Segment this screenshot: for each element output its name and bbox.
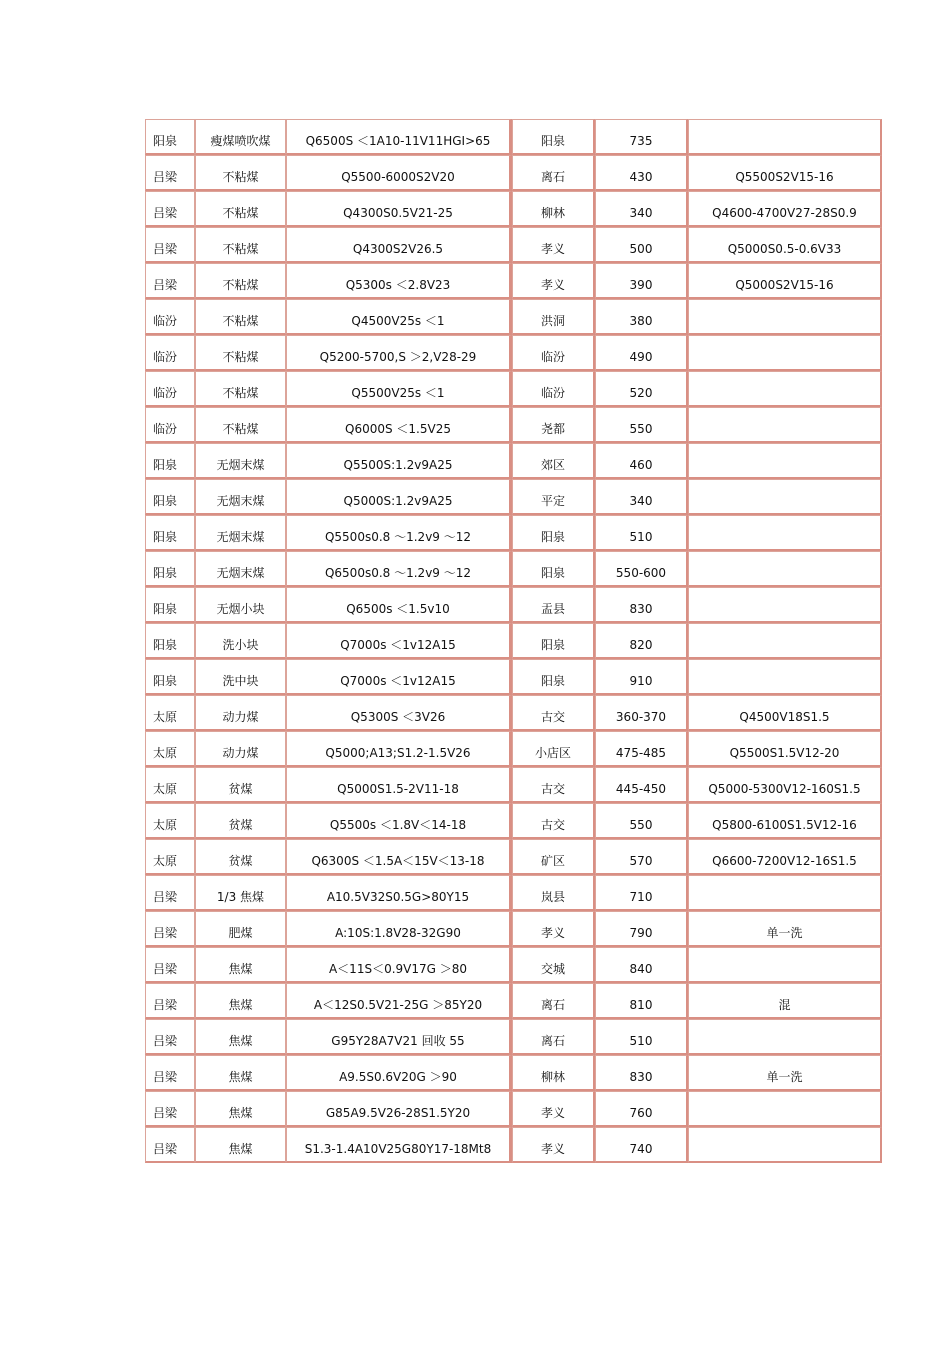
coal-type-cell: 不粘煤 [195,299,286,335]
table-row [145,335,882,371]
spec-cell: Q5500V25s ＜1 [286,371,512,407]
table-row [145,1019,882,1055]
region-cell: 临汾 [145,299,195,335]
price-cell: 460 [595,443,688,479]
spec-cell: Q5300s ＜2.8V23 [286,263,512,299]
coal-type-cell: 贫煤 [195,839,286,875]
table-row [145,227,882,263]
coal-type-cell: 不粘煤 [195,335,286,371]
table-row [145,479,882,515]
table-row [145,659,882,695]
region-cell: 吕梁 [145,1055,195,1091]
note-cell: Q5000-5300V12-160S1.5 [688,767,882,803]
note-cell [688,1019,882,1055]
region-cell: 太原 [145,839,195,875]
price-cell: 550-600 [595,551,688,587]
origin-cell: 尧都 [512,407,595,443]
region-cell: 吕梁 [145,911,195,947]
coal-type-cell: 瘦煤喷吹煤 [195,119,286,155]
region-cell: 太原 [145,803,195,839]
spec-cell: Q5300S ＜3V26 [286,695,512,731]
coal-type-cell: 焦煤 [195,947,286,983]
origin-cell: 阳泉 [512,551,595,587]
region-cell: 吕梁 [145,155,195,191]
note-cell: Q5500S1.5V12-20 [688,731,882,767]
note-cell: Q4500V18S1.5 [688,695,882,731]
origin-cell: 古交 [512,695,595,731]
origin-cell: 古交 [512,767,595,803]
spec-cell: Q5500S:1.2v9A25 [286,443,512,479]
origin-cell: 临汾 [512,371,595,407]
table-row [145,155,882,191]
price-cell: 840 [595,947,688,983]
spec-cell: Q5500-6000S2V20 [286,155,512,191]
note-cell: Q6600-7200V12-16S1.5 [688,839,882,875]
coal-type-cell: 不粘煤 [195,263,286,299]
note-cell [688,551,882,587]
coal-type-cell: 动力煤 [195,695,286,731]
coal-type-cell: 焦煤 [195,1127,286,1163]
region-cell: 临汾 [145,335,195,371]
spec-cell: G95Y28A7V21 回收 55 [286,1019,512,1055]
table-row [145,983,882,1019]
price-cell: 830 [595,1055,688,1091]
spec-cell: Q6000S ＜1.5V25 [286,407,512,443]
origin-cell: 离石 [512,983,595,1019]
coal-type-cell: 洗小块 [195,623,286,659]
coal-type-cell: 不粘煤 [195,155,286,191]
note-cell: Q5000S0.5-0.6V33 [688,227,882,263]
region-cell: 阳泉 [145,551,195,587]
coal-type-cell: 贫煤 [195,767,286,803]
note-cell [688,1127,882,1163]
spec-cell: Q5200-5700,S ＞2,V28-29 [286,335,512,371]
coal-table-body [145,119,882,1163]
region-cell: 阳泉 [145,479,195,515]
origin-cell: 柳林 [512,191,595,227]
note-cell [688,515,882,551]
region-cell: 阳泉 [145,119,195,155]
table-row [145,587,882,623]
note-cell [688,659,882,695]
region-cell: 太原 [145,767,195,803]
origin-cell: 矿区 [512,839,595,875]
coal-type-cell: 1/3 焦煤 [195,875,286,911]
table-row [145,623,882,659]
table-row [145,1091,882,1127]
price-cell: 710 [595,875,688,911]
spec-cell: Q4500V25s ＜1 [286,299,512,335]
region-cell: 阳泉 [145,623,195,659]
table-row [145,263,882,299]
price-cell: 790 [595,911,688,947]
region-cell: 阳泉 [145,659,195,695]
note-cell [688,119,882,155]
coal-type-cell: 无烟小块 [195,587,286,623]
region-cell: 临汾 [145,407,195,443]
origin-cell: 孝义 [512,1091,595,1127]
coal-type-cell: 不粘煤 [195,191,286,227]
spec-cell: Q6500s ＜1.5v10 [286,587,512,623]
spec-cell: Q5000;A13;S1.2-1.5V26 [286,731,512,767]
price-cell: 340 [595,479,688,515]
coal-type-cell: 焦煤 [195,1091,286,1127]
region-cell: 太原 [145,695,195,731]
coal-type-cell: 肥煤 [195,911,286,947]
note-cell [688,479,882,515]
price-cell: 830 [595,587,688,623]
note-cell [688,299,882,335]
spec-cell: Q7000s ＜1v12A15 [286,659,512,695]
spec-cell: S1.3-1.4A10V25G80Y17-18Mt8 [286,1127,512,1163]
note-cell [688,875,882,911]
origin-cell: 盂县 [512,587,595,623]
note-cell: 单一洗 [688,1055,882,1091]
note-cell: 单一洗 [688,911,882,947]
note-cell: Q5000S2V15-16 [688,263,882,299]
note-cell [688,443,882,479]
region-cell: 太原 [145,731,195,767]
table-row [145,1055,882,1091]
coal-type-cell: 焦煤 [195,1019,286,1055]
spec-cell: Q7000s ＜1v12A15 [286,623,512,659]
table-row [145,191,882,227]
coal-type-cell: 动力煤 [195,731,286,767]
coal-type-cell: 无烟末煤 [195,443,286,479]
region-cell: 吕梁 [145,947,195,983]
coal-type-cell: 无烟末煤 [195,515,286,551]
coal-type-cell: 焦煤 [195,1055,286,1091]
table-row [145,839,882,875]
coal-type-cell: 不粘煤 [195,227,286,263]
table-row [145,299,882,335]
price-cell: 735 [595,119,688,155]
table-row [145,767,882,803]
table-row [145,911,882,947]
spec-cell: G85A9.5V26-28S1.5Y20 [286,1091,512,1127]
price-cell: 740 [595,1127,688,1163]
origin-cell: 小店区 [512,731,595,767]
table-row [145,515,882,551]
region-cell: 吕梁 [145,875,195,911]
price-cell: 445-450 [595,767,688,803]
region-cell: 临汾 [145,371,195,407]
region-cell: 吕梁 [145,227,195,263]
price-cell: 550 [595,407,688,443]
price-cell: 520 [595,371,688,407]
spec-cell: A＜12S0.5V21-25G ＞85Y20 [286,983,512,1019]
price-cell: 570 [595,839,688,875]
table-row [145,119,882,155]
spec-cell: A＜11S＜0.9V17G ＞80 [286,947,512,983]
spec-cell: Q5500s0.8 ～1.2v9 ～12 [286,515,512,551]
origin-cell: 柳林 [512,1055,595,1091]
coal-type-cell: 不粘煤 [195,371,286,407]
spec-cell: Q5000S:1.2v9A25 [286,479,512,515]
origin-cell: 阳泉 [512,623,595,659]
table-row [145,1127,882,1163]
table-row [145,551,882,587]
table-row [145,875,882,911]
spec-cell: A10.5V32S0.5G>80Y15 [286,875,512,911]
coal-type-cell: 贫煤 [195,803,286,839]
note-cell: Q5800-6100S1.5V12-16 [688,803,882,839]
spec-cell: A9.5S0.6V20G ＞90 [286,1055,512,1091]
coal-type-cell: 不粘煤 [195,407,286,443]
price-cell: 340 [595,191,688,227]
coal-type-cell: 无烟末煤 [195,479,286,515]
price-cell: 510 [595,1019,688,1055]
region-cell: 吕梁 [145,191,195,227]
region-cell: 阳泉 [145,443,195,479]
table-row [145,371,882,407]
origin-cell: 交城 [512,947,595,983]
price-cell: 760 [595,1091,688,1127]
coal-type-cell: 焦煤 [195,983,286,1019]
price-cell: 360-370 [595,695,688,731]
coal-type-cell: 洗中块 [195,659,286,695]
table-row [145,695,882,731]
region-cell: 吕梁 [145,1091,195,1127]
note-cell [688,623,882,659]
origin-cell: 阳泉 [512,659,595,695]
note-cell: Q5500S2V15-16 [688,155,882,191]
origin-cell: 离石 [512,155,595,191]
table-row [145,407,882,443]
origin-cell: 平定 [512,479,595,515]
price-cell: 430 [595,155,688,191]
note-cell: 混 [688,983,882,1019]
region-cell: 吕梁 [145,1019,195,1055]
price-cell: 500 [595,227,688,263]
region-cell: 吕梁 [145,263,195,299]
origin-cell: 孝义 [512,1127,595,1163]
spec-cell: Q6500s0.8 ～1.2v9 ～12 [286,551,512,587]
origin-cell: 郊区 [512,443,595,479]
coal-type-cell: 无烟末煤 [195,551,286,587]
note-cell [688,587,882,623]
spec-cell: Q5500s ＜1.8V＜14-18 [286,803,512,839]
origin-cell: 阳泉 [512,515,595,551]
note-cell [688,335,882,371]
note-cell: Q4600-4700V27-28S0.9 [688,191,882,227]
spec-cell: A:10S:1.8V28-32G90 [286,911,512,947]
origin-cell: 孝义 [512,911,595,947]
spec-cell: Q4300S0.5V21-25 [286,191,512,227]
table-row [145,443,882,479]
spec-cell: Q4300S2V26.5 [286,227,512,263]
origin-cell: 岚县 [512,875,595,911]
origin-cell: 孝义 [512,263,595,299]
note-cell [688,407,882,443]
origin-cell: 洪洞 [512,299,595,335]
price-cell: 475-485 [595,731,688,767]
price-cell: 380 [595,299,688,335]
region-cell: 阳泉 [145,587,195,623]
region-cell: 吕梁 [145,983,195,1019]
region-cell: 吕梁 [145,1127,195,1163]
coal-price-table [145,119,882,1163]
origin-cell: 孝义 [512,227,595,263]
note-cell [688,1091,882,1127]
spec-cell: Q6300S ＜1.5A＜15V＜13-18 [286,839,512,875]
price-cell: 820 [595,623,688,659]
origin-cell: 阳泉 [512,119,595,155]
price-cell: 910 [595,659,688,695]
region-cell: 阳泉 [145,515,195,551]
price-cell: 550 [595,803,688,839]
note-cell [688,371,882,407]
price-cell: 510 [595,515,688,551]
origin-cell: 离石 [512,1019,595,1055]
spec-cell: Q5000S1.5-2V11-18 [286,767,512,803]
table-row [145,731,882,767]
table-row [145,947,882,983]
price-cell: 490 [595,335,688,371]
price-cell: 390 [595,263,688,299]
origin-cell: 古交 [512,803,595,839]
price-cell: 810 [595,983,688,1019]
origin-cell: 临汾 [512,335,595,371]
table-row [145,803,882,839]
spec-cell: Q6500S ＜1A10-11V11HGI>65 [286,119,512,155]
note-cell [688,947,882,983]
